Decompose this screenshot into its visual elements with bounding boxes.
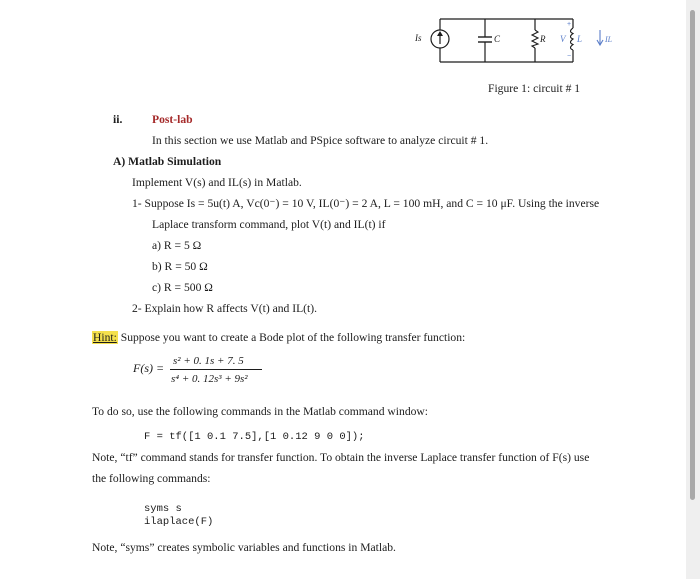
- matlab-command-syms: syms s: [144, 503, 182, 515]
- tf-lhs: F(s) =: [133, 361, 165, 375]
- label-plus: +: [567, 21, 572, 28]
- figure-caption: Figure 1: circuit # 1: [488, 82, 581, 95]
- section-title: Post-lab: [152, 113, 193, 126]
- label-minus: −: [567, 53, 572, 60]
- note1-line1: Note, “tf” command stands for transfer function. To obtain the inverse Laplace transfer function of F(s) use: [92, 451, 590, 464]
- label-is: Is: [415, 33, 422, 43]
- part-a-heading: A) Matlab Simulation: [113, 155, 222, 168]
- item2: 2- Explain how R affects V(t) and IL(t).: [132, 302, 318, 315]
- hint-label: Hint:: [93, 331, 117, 344]
- sub-item-a: a) R = 5 Ω: [152, 239, 202, 252]
- tf-numerator: s² + 0. 1s + 7. 5: [173, 355, 244, 367]
- fraction-bar: [170, 369, 262, 370]
- hint-text: Suppose you want to create a Bode plot of the following transfer function:: [117, 331, 466, 344]
- scrollbar-thumb[interactable]: [690, 10, 695, 500]
- note2: Note, “syms” creates symbolic variables and functions in Matlab.: [92, 541, 396, 554]
- item1-line2: Laplace transform command, plot V(t) and IL(t) if: [152, 218, 386, 231]
- section-intro: In this section we use Matlab and PSpice software to analyze circuit # 1.: [152, 134, 489, 147]
- todo-text: To do so, use the following commands in the Matlab command window:: [92, 405, 429, 418]
- label-c: C: [494, 34, 501, 44]
- current-arrow-icon: [597, 30, 603, 45]
- resistor-symbol: [532, 30, 538, 48]
- note1-line2: the following commands:: [92, 472, 211, 485]
- matlab-command-tf: F = tf([1 0.1 7.5],[1 0.12 9 0 0]);: [144, 431, 365, 443]
- label-r: R: [540, 34, 546, 44]
- inductor-symbol: [571, 28, 574, 50]
- sub-item-b: b) R = 50 Ω: [152, 260, 208, 273]
- item1-line1: 1- Suppose Is = 5u(t) A, Vc(0⁻) = 10 V, IL(0⁻) = 2 A, L = 100 mH, and C = 10 μF. Using the inverse: [132, 197, 600, 210]
- section-number: ii.: [113, 113, 123, 126]
- matlab-command-ilaplace: ilaplace(F): [144, 516, 214, 528]
- label-l: L: [577, 34, 583, 44]
- hint-paragraph: [92, 331, 465, 345]
- sub-item-c: c) R = 500 Ω: [152, 281, 213, 294]
- circuit-diagram: [395, 12, 635, 74]
- circuit-wires: [440, 19, 573, 62]
- label-il: IL: [605, 35, 613, 44]
- capacitor-symbol: [478, 37, 492, 42]
- implement-text: Implement V(s) and IL(s) in Matlab.: [132, 176, 302, 189]
- tf-denominator: s⁴ + 0. 12s³ + 9s²: [171, 373, 248, 385]
- label-v: V: [560, 34, 566, 44]
